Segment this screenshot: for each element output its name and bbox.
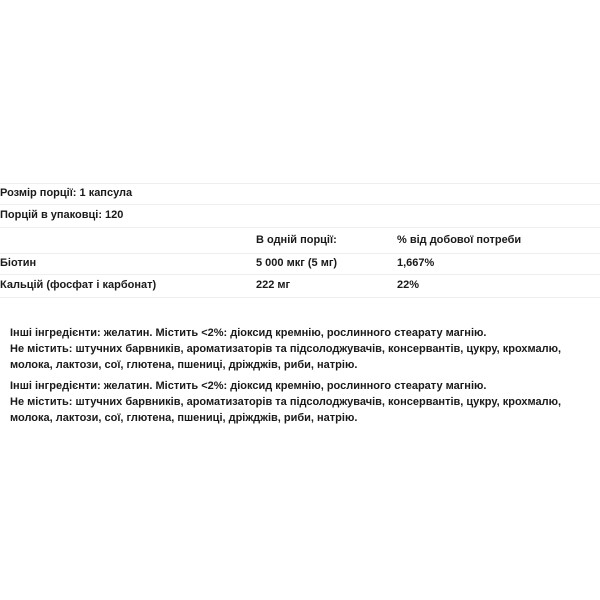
column-header-name — [0, 228, 256, 254]
servings-per-container-label: Порцій в упаковці: 120 — [0, 205, 600, 228]
nutrient-name: Кальцій (фосфат і карбонат) — [0, 275, 256, 298]
column-header-daily-value: % від добової потреби — [397, 228, 600, 254]
serving-size-row — [0, 184, 600, 205]
other-ingredients-text: Інші інгредієнти: желатин. Містить <2%: діоксид кремнію, рослинного стеарату магнію. — [10, 327, 487, 339]
supplement-facts-table — [0, 183, 600, 298]
free-from-text: Не містить: штучних барвників, ароматизаторів та підсолоджувачів, консервантів, цукру, крохмалю, молока, лактози, сої, глютена, пшениці, дріжджів, риби, натрію. — [10, 342, 562, 371]
table-row — [0, 275, 600, 298]
other-ingredients-text: Інші інгредієнти: желатин. Містить <2%: діоксид кремнію, рослинного стеарату магнію. — [10, 380, 487, 392]
table-row — [0, 254, 600, 275]
column-header-amount-per-serving: В одній порції: — [256, 228, 397, 254]
servings-per-container-row — [0, 205, 600, 228]
serving-size-label: Розмір порції: 1 капсула — [0, 184, 600, 205]
nutrient-name: Біотин — [0, 254, 256, 275]
ingredients-block-secondary — [10, 379, 582, 427]
nutrient-daily-value: 1,667% — [397, 254, 600, 275]
ingredients-block-primary — [10, 326, 582, 374]
table-header-row — [0, 228, 600, 254]
nutrient-amount: 5 000 мкг (5 мг) — [256, 254, 397, 275]
free-from-text: Не містить: штучних барвників, ароматизаторів та підсолоджувачів, консервантів, цукру, крохмалю, молока, лактози, сої, глютена, пшениці, дріжджів, риби, натрію. — [10, 395, 562, 424]
nutrient-daily-value: 22% — [397, 275, 600, 298]
nutrient-amount: 222 мг — [256, 275, 397, 298]
